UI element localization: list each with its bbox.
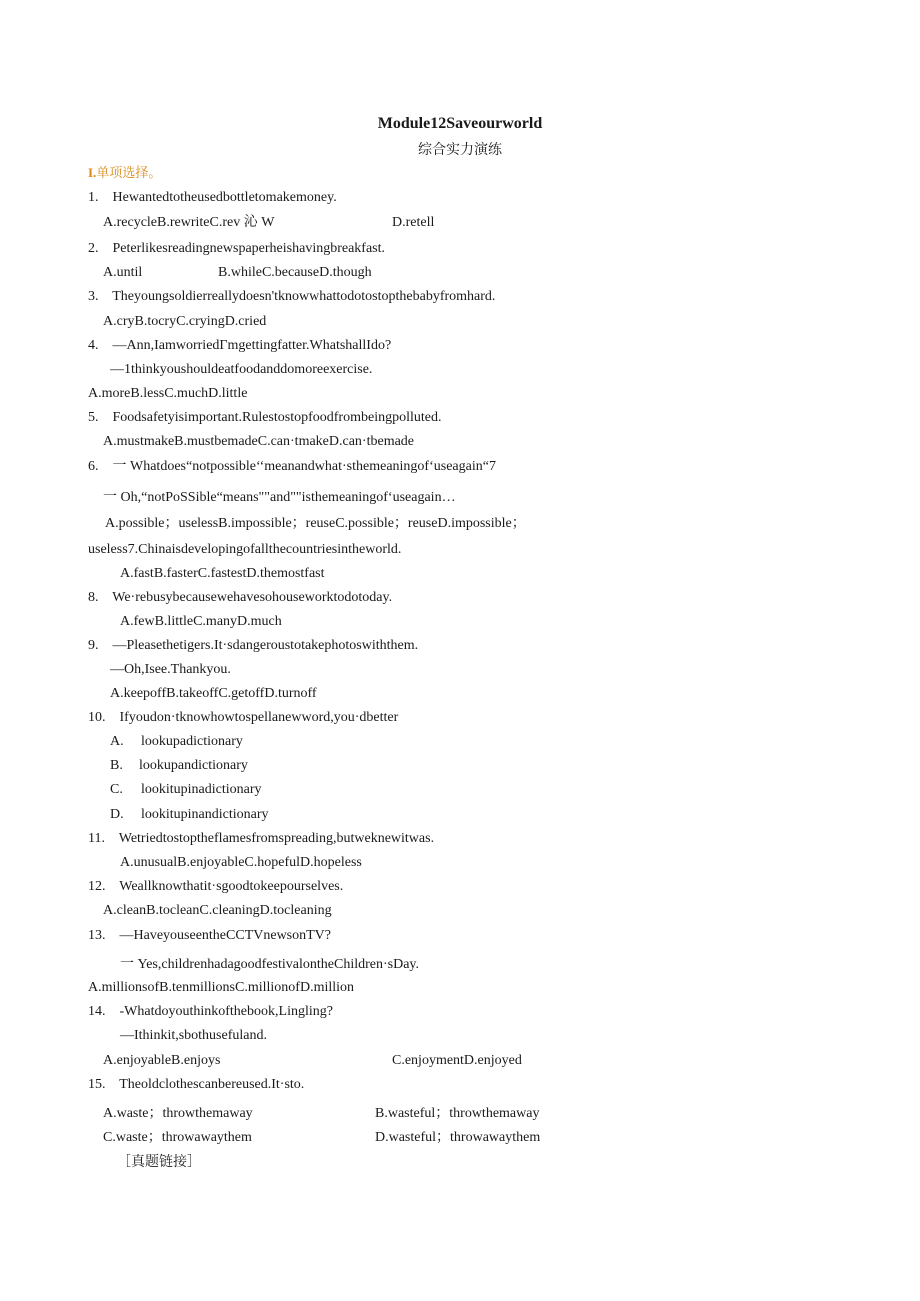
page-subtitle: 综合实力演练 xyxy=(418,142,502,158)
q10-letter-b: B. xyxy=(110,758,123,773)
q14-reply: —Ithinkit,sbothusefuland. xyxy=(120,1028,267,1043)
q14-stem: 14. -Whatdoyouthinkofthebook,Lingling? xyxy=(88,1004,333,1019)
q10-letter-c: C. xyxy=(110,782,123,797)
q5-stem: 5. Foodsafetyisimportant.Rulestostopfoodfrombeingpolluted. xyxy=(88,410,442,425)
q2-options: B.whileC.becauseD.though xyxy=(218,265,372,280)
q2-option-a: A.until xyxy=(103,265,143,280)
q13-options: A.millionsofB.tenmillionsC.millionofD.million xyxy=(88,980,355,995)
q3-stem: 3. Theyoungsoldierreallydoesn'tknowwhattodotostopthebabyfromhard. xyxy=(88,289,496,304)
q13-reply: 一 Yes,childrenhadagoodfestivalontheChildren·sDay. xyxy=(120,957,419,972)
section-label: 单项选择。 xyxy=(96,166,162,181)
q4-stem: 4. —Ann,IamworriedΓmgettingfatter.WhatshallIdo? xyxy=(88,338,392,353)
q6-reply: 一 Oh,“notPoSSible“means""and""isthemeaningof‘useagain… xyxy=(103,490,456,505)
q10-letter-d: D. xyxy=(110,807,124,822)
q10-option-a: lookupadictionary xyxy=(141,734,243,749)
q10-stem: 10. Ifyoudon·tknowhowtospellanewword,you·dbetter xyxy=(88,710,399,725)
q15-option-a: A.waste；throwthemaway xyxy=(103,1106,253,1121)
q10-letter-a: A. xyxy=(110,734,124,749)
q12-options: A.cleanB.tocleanC.cleaningD.tocleaning xyxy=(103,903,332,918)
q12-stem: 12. Weallknowthatit·sgoodtokeepourselves. xyxy=(88,879,344,894)
q1-options: A.recycleB.rewriteC.rev 沁 W xyxy=(103,215,275,230)
page-title: Module12Saveourworld xyxy=(377,115,543,132)
section-heading xyxy=(88,165,161,182)
q14-options-ab: A.enjoyableB.enjoys xyxy=(103,1053,221,1068)
q14-options-cd: C.enjoymentD.enjoyed xyxy=(392,1053,522,1068)
q6-q7-line: useless7.Chinaisdevelopingofallthecountriesintheworld. xyxy=(88,542,402,557)
q10-option-d: lookitupinandictionary xyxy=(141,807,269,822)
q15-option-d: D.wasteful；throwawaythem xyxy=(375,1130,541,1145)
q13-stem: 13. —HaveyouseentheCCTVnewsonTV? xyxy=(88,928,332,943)
q6-options: A.possible；uselessB.impossible；reuseC.possible；reuseD.impossible； xyxy=(105,516,526,531)
q5-options: A.mustmakeB.mustbemadeC.can·tmakeD.can·tbemade xyxy=(103,434,415,449)
q9-stem: 9. —Pleasethetigers.It·sdangeroustotakephotoswiththem. xyxy=(88,638,419,653)
section-roman: I. xyxy=(88,165,97,180)
q4-reply: —1thinkyoushouldeatfoodanddomoreexercise. xyxy=(110,362,373,377)
q9-reply: —Oh,Isee.Thankyou. xyxy=(110,662,231,677)
q10-option-b: lookupandictionary xyxy=(139,758,248,773)
real-exam-link-label: ［真题链接］ xyxy=(117,1154,201,1170)
q11-options: A.unusualB.enjoyableC.hopefulD.hopeless xyxy=(120,855,362,870)
q1-stem: 1. Hewantedtotheusedbottletomakemoney. xyxy=(88,190,337,205)
q4-options: A.moreB.lessC.muchD.little xyxy=(88,386,248,401)
q7-options: A.fastB.fasterC.fastestD.themostfast xyxy=(120,566,325,581)
q10-option-c: lookitupinadictionary xyxy=(141,782,262,797)
q6-stem: 6. 一 Whatdoes“notpossible‘‘meanandwhat·sthemeaningof‘useagain“7 xyxy=(88,459,496,474)
q1-option-d: D.retell xyxy=(392,215,435,230)
q15-option-c: C.waste；throwawaythem xyxy=(103,1130,252,1145)
q8-options: A.fewB.littleC.manyD.much xyxy=(120,614,282,629)
q2-stem: 2. Peterlikesreadingnewspaperheishavingbreakfast. xyxy=(88,241,386,256)
q8-stem: 8. We·rebusybecausewehavesohouseworktodotoday. xyxy=(88,590,393,605)
q3-options: A.cryB.tocryC.cryingD.cried xyxy=(103,314,267,329)
q9-options: A.keepoffB.takeoffC.getoffD.turnoff xyxy=(110,686,317,701)
q15-stem: 15. Theoldclothescanbereused.It·sto. xyxy=(88,1077,305,1092)
q15-option-b: B.wasteful；throwthemaway xyxy=(375,1106,540,1121)
q11-stem: 11. Wetriedtostoptheflamesfromspreading,butweknewitwas. xyxy=(88,831,435,846)
